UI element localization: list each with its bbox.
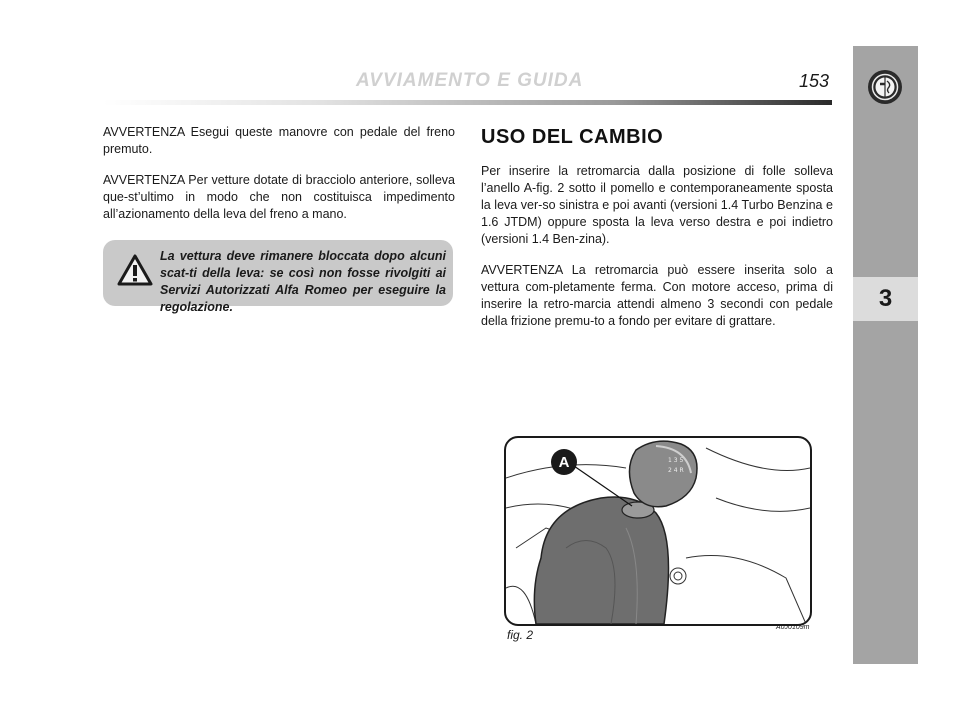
callout-a-badge [551,449,577,475]
figure-code: A0J0109m [776,624,810,631]
warning-triangle-icon [117,254,153,286]
paragraph: AVVERTENZA La retromarcia può essere inserita solo a vettura com-pletamente ferma. Con motore acceso, prima di inserire la retro-marcia attendi almeno 3 secondi con pedale della frizione premu-to a fondo per evitare di grattare. [481,263,833,328]
callout-label: A [558,453,570,471]
chapter-side-band [853,46,918,664]
page-number: 153 [799,71,830,91]
right-column [481,163,833,344]
chapter-number: 3 [878,285,893,312]
alfa-romeo-logo-icon [868,70,902,104]
section-title: USO DEL CAMBIO [481,126,664,148]
header-divider [103,100,832,105]
left-column [103,124,455,237]
paragraph: Per inserire la retromarcia dalla posizione di folle solleva l’anello A-fig. 2 sotto il pomello e contemporaneamente sposta la leva ver-so sinistra e poi avanti (versioni 1.4 Turbo Benzina e 1.6 JTDM) oppure sposta la leva verso destra e poi indietro (versioni 1.4 Ben-zina). [481,164,833,246]
page-header-title: AVVIAMENTO E GUIDA [356,70,584,91]
figure-caption: fig. 2 [507,628,534,642]
paragraph: AVVERTENZA Esegui queste manovre con pedale del freno premuto. [103,125,455,156]
svg-text:2 4 R: 2 4 R [668,467,684,474]
warning-box [103,240,453,314]
chapter-tab[interactable] [853,277,918,321]
paragraph: AVVERTENZA Per vetture dotate di bracciolo anteriore, solleva que-st’ultimo in modo che non costituisca impedimento all’azionamento della leva del freno a mano. [103,173,455,221]
gear-lever-figure [504,436,812,626]
warning-text: La vettura deve rimanere bloccata dopo alcuni scat-ti della leva: se così non fosse rivolgiti ai Servizi Autorizzati Alfa Romeo per eseguire la regolazione. [160,249,446,314]
svg-text:1 3 5: 1 3 5 [668,457,684,464]
